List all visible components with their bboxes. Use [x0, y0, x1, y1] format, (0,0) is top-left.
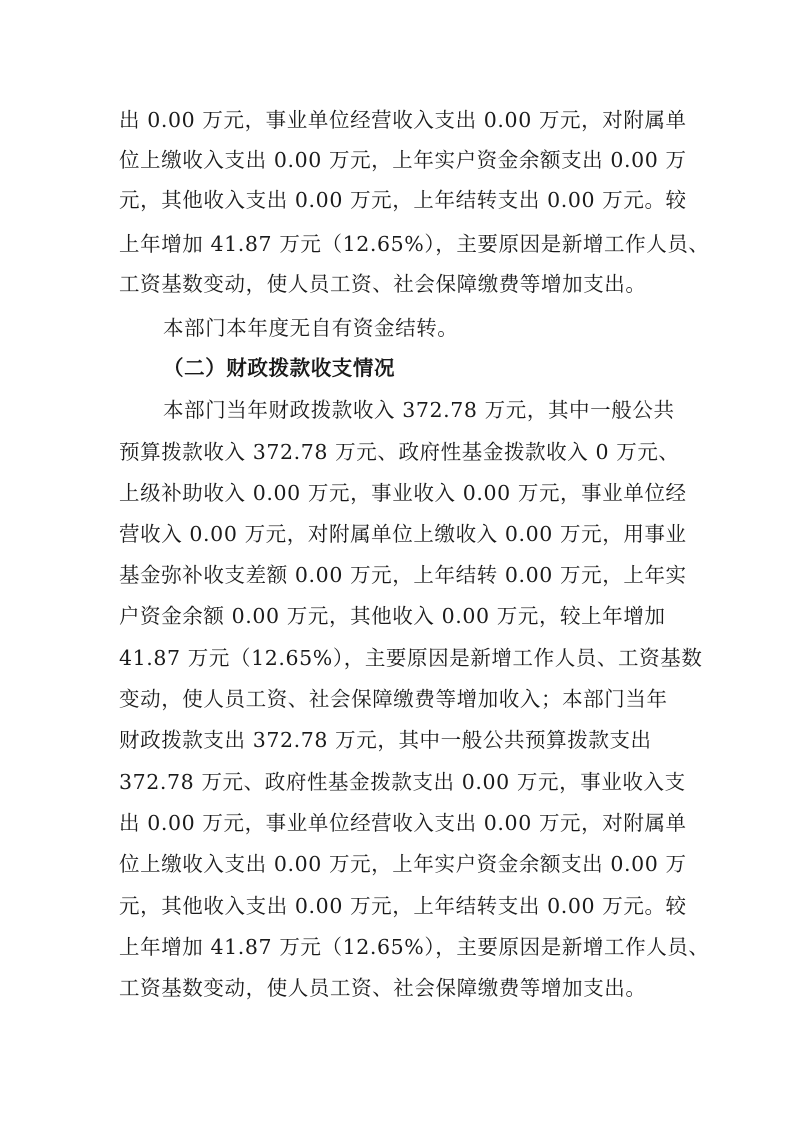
body-text-line: 上年增加 41.87 万元（12.65%），主要原因是新增工作人员、 — [119, 232, 710, 256]
body-text-line: 位上缴收入支出 0.00 万元，上年实户资金余额支出 0.00 万 — [119, 148, 687, 172]
body-text-line: 财政拨款支出 372.78 万元，其中一般公共预算拨款支出 — [119, 728, 652, 752]
body-text-line: 上年增加 41.87 万元（12.65%），主要原因是新增工作人员、 — [119, 935, 710, 959]
paragraph-line: 本部门当年财政拨款收入 372.78 万元，其中一般公共 — [163, 398, 675, 422]
body-text-line: 户资金余额 0.00 万元，其他收入 0.00 万元，较上年增加 — [119, 604, 666, 628]
body-text-line: 上级补助收入 0.00 万元，事业收入 0.00 万元，事业单位经 — [119, 481, 687, 505]
section-heading: （二）财政拨款收支情况 — [163, 356, 396, 380]
body-text-line: 变动，使人员工资、社会保障缴费等增加收入；本部门当年 — [119, 687, 668, 711]
body-text-line: 营收入 0.00 万元，对附属单位上缴收入 0.00 万元，用事业 — [119, 522, 687, 546]
body-text-line: 元，其他收入支出 0.00 万元，上年结转支出 0.00 万元。较 — [119, 894, 687, 918]
body-text-line: 出 0.00 万元，事业单位经营收入支出 0.00 万元，对附属单 — [119, 811, 687, 835]
paragraph-line: 本部门本年度无自有资金结转。 — [163, 316, 459, 340]
body-text-line: 出 0.00 万元，事业单位经营收入支出 0.00 万元，对附属单 — [119, 108, 687, 132]
body-text-line: 预算拨款收入 372.78 万元、政府性基金拨款收入 0 万元、 — [119, 440, 680, 464]
body-text-line: 工资基数变动，使人员工资、社会保障缴费等增加支出。 — [119, 976, 647, 1000]
body-text-line: 基金弥补收支差额 0.00 万元，上年结转 0.00 万元，上年实 — [119, 563, 687, 587]
body-text-line: 372.78 万元、政府性基金拨款支出 0.00 万元，事业收入支 — [119, 770, 686, 794]
body-text-line: 工资基数变动，使人员工资、社会保障缴费等增加支出。 — [119, 272, 647, 296]
body-text-line: 元，其他收入支出 0.00 万元，上年结转支出 0.00 万元。较 — [119, 188, 687, 212]
body-text-line: 位上缴收入支出 0.00 万元，上年实户资金余额支出 0.00 万 — [119, 852, 687, 876]
body-text-line: 41.87 万元（12.65%），主要原因是新增工作人员、工资基数 — [119, 646, 703, 670]
